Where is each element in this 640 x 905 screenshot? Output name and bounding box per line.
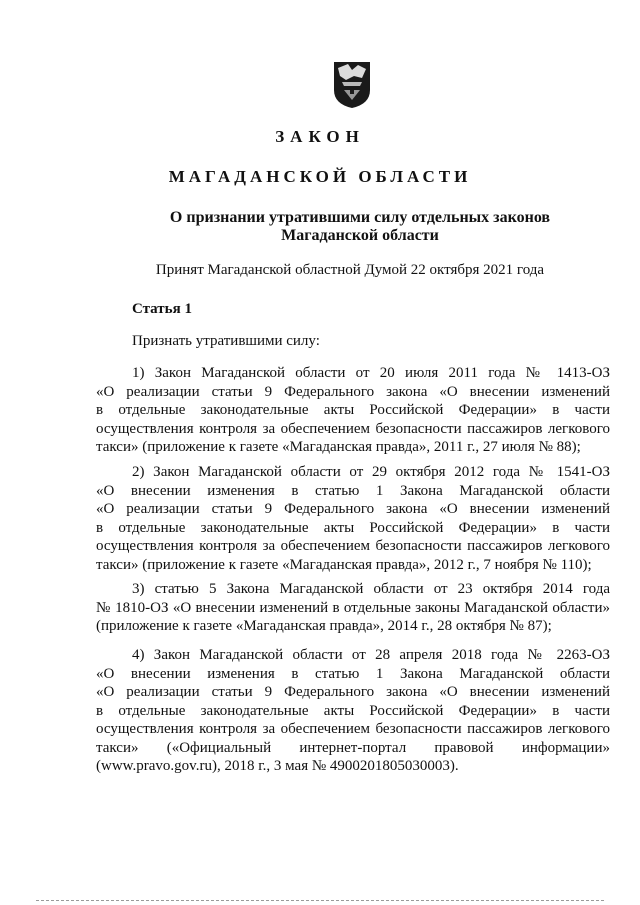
item-line: осуществления контроля за обеспечением безопасности пассажиров легкового xyxy=(96,721,610,737)
magadan-coat-of-arms-icon xyxy=(332,60,372,110)
item-line: в отдельные законодательные акты Российской Федерации» в части xyxy=(96,702,610,719)
list-item xyxy=(96,580,610,636)
subject-line: О признании утратившими силу отдельных законов xyxy=(169,209,551,226)
item-line: «О внесении изменения в статью 1 Закона Магаданской области xyxy=(96,482,610,499)
item-line: такси» («Официальный интернет-портал правовой информации» xyxy=(96,739,610,756)
list-item xyxy=(96,646,610,776)
item-line: в отдельные законодательные акты Российской Федерации» в части xyxy=(96,519,610,536)
adoption-line: Принят Магаданской областной Думой 22 октября 2021 года xyxy=(155,262,545,278)
article-intro: Признать утратившими силу: xyxy=(132,333,320,349)
document-subject xyxy=(0,209,640,245)
item-line: «О внесении изменения в статью 1 Закона Магаданской области xyxy=(96,665,610,682)
item-line: 4) Закон Магаданской области от 28 апреля 2018 года № 2263-ОЗ xyxy=(132,647,610,663)
page-edge-divider xyxy=(36,900,604,902)
item-line: «О реализации статьи 9 Федерального закона «О внесении изменений xyxy=(96,501,610,517)
article-heading: Статья 1 xyxy=(132,301,192,317)
item-line: (приложение к газете «Магаданская правда», 2014 г., 28 октября № 87); xyxy=(96,618,552,634)
item-line: № 1810-ОЗ «О внесении изменений в отдельные законы Магаданской области» xyxy=(96,599,610,616)
item-line: такси» (приложение к газете «Магаданская правда», 2012 г., 7 ноября № 110); xyxy=(96,556,592,573)
item-line: 3) статью 5 Закона Магаданской области от 23 октября 2014 года xyxy=(132,581,610,597)
item-line: 2) Закон Магаданской области от 29 октября 2012 года № 1541-ОЗ xyxy=(132,464,610,480)
list-item xyxy=(96,364,610,457)
subject-line: Магаданской области xyxy=(281,227,439,244)
item-line: осуществления контроля за обеспечением безопасности пассажиров легкового xyxy=(96,538,610,554)
document-region: МАГАДАНСКОЙ ОБЛАСТИ xyxy=(168,167,472,186)
item-line: (www.pravo.gov.ru), 2018 г., 3 мая № 4900201805030003). xyxy=(96,758,459,774)
item-line: осуществления контроля за обеспечением безопасности пассажиров легкового xyxy=(96,420,610,437)
document-title: ЗАКОН xyxy=(275,127,365,146)
item-line: в отдельные законодательные акты Российской Федерации» в части xyxy=(96,402,610,418)
item-line: «О реализации статьи 9 Федерального закона «О внесении изменений xyxy=(96,684,610,700)
item-line: «О реализации статьи 9 Федерального закона «О внесении изменений xyxy=(96,383,610,400)
item-line: 1) Закон Магаданской области от 20 июля 2011 года № 1413-ОЗ xyxy=(132,365,610,381)
list-item xyxy=(96,463,610,574)
item-line: такси» (приложение к газете «Магаданская правда», 2011 г., 27 июля № 88); xyxy=(96,439,581,455)
